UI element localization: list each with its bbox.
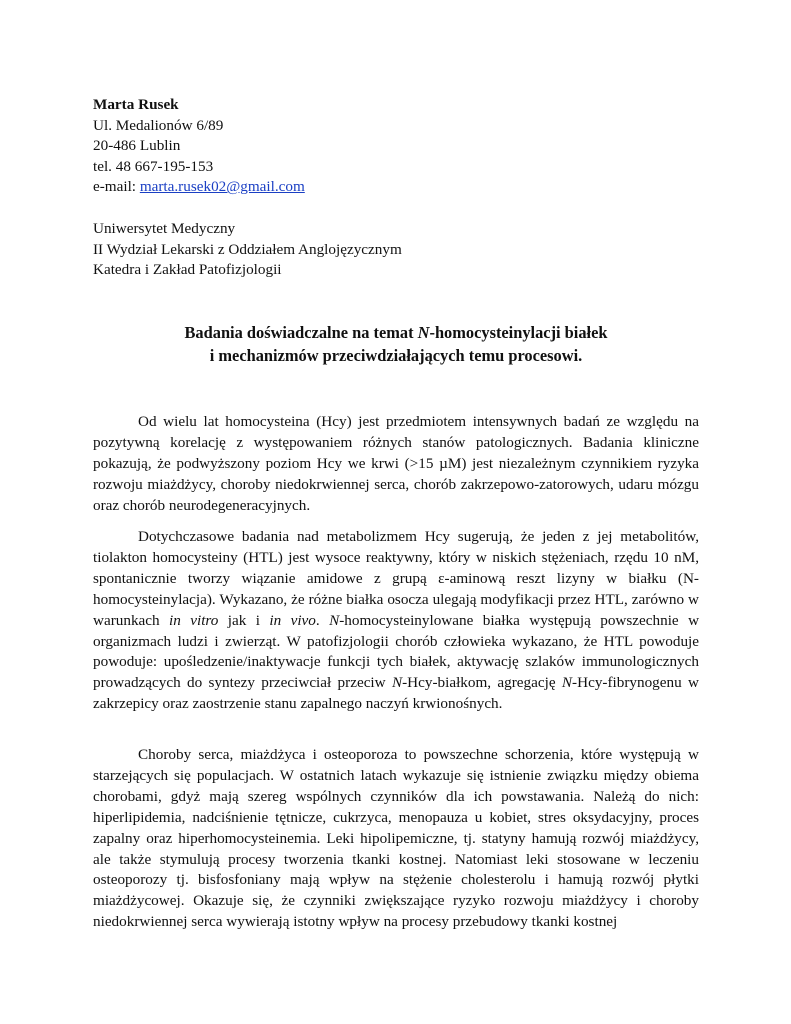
email-label: e-mail: xyxy=(93,178,140,195)
paragraph-3 xyxy=(93,745,699,933)
author-city: 20-486 Lublin xyxy=(93,137,181,154)
paragraph-2-text: Dotychczasowe badania nad metabolizmem Hcy sugerują, że jeden z jej metabolitów, tiolakton homocysteiny (HTL) jest wysoce reaktywny, który w niskich stężeniach, rzędu 10 nM, spontanicznie tworzy wiązanie amidowe z grupą ε-aminową reszt lizyny w białku (N-homocysteinylacja). Wykazano, że różne białka osocza ulegają modyfikacji przez HTL, zarówno w warunkach in vitro jak i in vivo. N-homocysteinylowane białka występują powszechnie w organizmach ludzi i zwierząt. W patofizjologii chorób człowieka wykazano, że HTL powoduje powoduje: upośledzenie/inaktywacje funkcji tych białek, aktywację szlaków immunologicznych prowadzących do syntezy przeciwciał przeciw N-Hcy-białkom, agregację N-Hcy-fibrynogenu w zakrzepicy oraz zaostrzenie stanu zapalnego naczyń krwionośnych. xyxy=(93,528,700,713)
author-street: Ul. Medalionów 6/89 xyxy=(93,116,224,134)
email-link[interactable]: marta.rusek02@gmail.com xyxy=(139,178,305,195)
author-phone: tel. 48 667-195-153 xyxy=(93,157,214,175)
faculty-name: II Wydział Lekarski z Oddziałem Anglojęzycznym xyxy=(93,240,402,258)
university-name: Uniwersytet Medyczny xyxy=(93,220,236,237)
title-line-1: Badania doświadczalne na temat N-homocysteinylacji białek xyxy=(184,323,608,342)
author-contact-block xyxy=(93,95,305,198)
title-line-2: i mechanizmów przeciwdziałających temu procesowi. xyxy=(209,345,583,365)
paragraph-1-text: Od wielu lat homocysteina (Hcy) jest przedmiotem intensywnych badań ze względu na pozytywną korelację z występowaniem różnych stanów patologicznych. Badania kliniczne pokazują, że podwyższony poziom Hcy we krwi (>15 µM) jest niezależnym czynnikiem ryzyka rozwoju miażdżycy, choroby niedokrwiennej serca, chorób zakrzepowo-zatorowych, udaru mózgu oraz chorób neurodegeneracyjnych. xyxy=(93,413,699,514)
paragraph-2 xyxy=(93,527,699,715)
paragraph-1 xyxy=(93,412,699,517)
author-name: Marta Rusek xyxy=(93,96,179,113)
institution-block xyxy=(93,219,402,281)
department-name: Katedra i Zakład Patofizjologii xyxy=(93,261,282,278)
author-email-line xyxy=(93,177,305,198)
document-title xyxy=(93,322,699,367)
paragraph-3-text: Choroby serca, miażdżyca i osteoporoza to powszechne schorzenia, które występują w starzejących się populacjach. W ostatnich latach wykazuje się istnienie związku między obiema chorobami, gdyż mają szereg wspólnych czynników dla ich powstawania. Należą do nich: hiperlipidemia, nadciśnienie tętnicze, cukrzyca, menopauza u kobiet, stres oksydacyjny, proces zapalny oraz hiperhomocysteinemia. Leki hipolipemiczne, tj. statyny hamują rozwój miażdżycy, ale także stymulują procesy tworzenia tkanki kostnej. Natomiast leki stosowane w leczeniu osteoporozy tj. bisfosfoniany mają wpływ na stężenie cholesterolu i hamują rozwój płytki miażdżycowej. Okazuje się, że czynniki zwiększające ryzyko rozwoju miażdżycy i choroby niedokrwiennej serca wywierają istotny wpływ na procesy przebudowy tkanki kostnej xyxy=(93,746,699,931)
